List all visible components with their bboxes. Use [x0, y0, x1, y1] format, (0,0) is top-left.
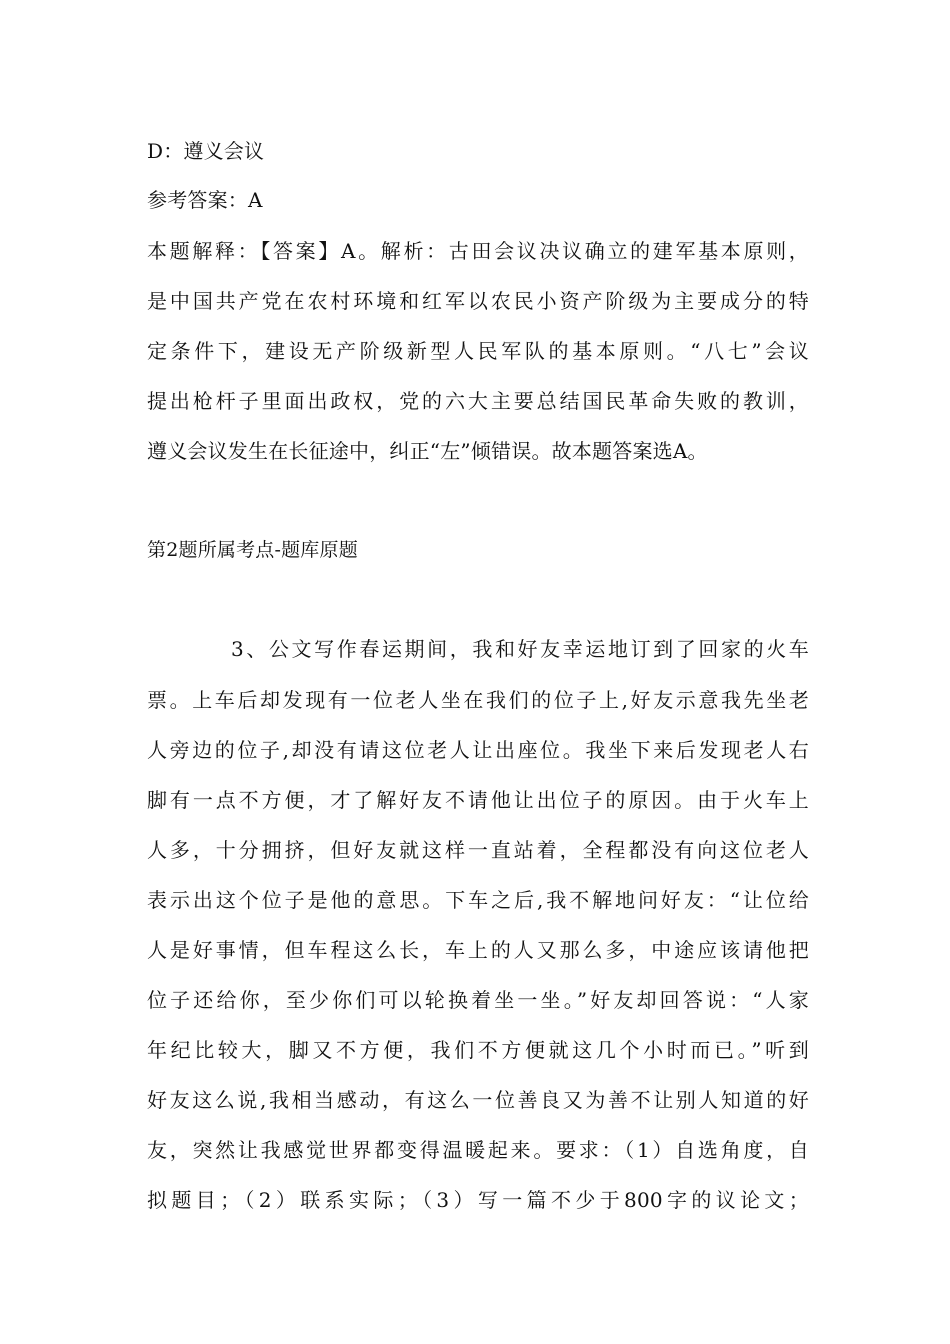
explanation-line: 是中国共产党在农村环境和红军以农民小资产阶级为主要成分的特 [147, 289, 809, 313]
question-line: 位子还给你，至少你们可以轮换着坐一坐。”好友却回答说：“人家 [147, 988, 809, 1012]
explanation-line: 定条件下，建设无产阶级新型人民军队的基本原则。“八七”会议 [147, 339, 809, 363]
question-line: 人是好事情，但车程这么长，车上的人又那么多，中途应该请他把 [147, 938, 809, 962]
section-heading: 第2题所属考点-题库原题 [147, 539, 358, 561]
question-line: 拟题目；（2）联系实际；（3）写一篇不少于800字的议论文； [147, 1188, 809, 1212]
explanation-line: 遵义会议发生在长征途中，纠正“左”倾错误。故本题答案选A。 [147, 439, 708, 463]
question-line: 人旁边的位子,却没有请这位老人让出座位。我坐下来后发现老人右 [147, 738, 809, 762]
question-line: 脚有一点不方便，才了解好友不请他让出位子的原因。由于火车上 [147, 788, 809, 812]
question-line: 票。上车后却发现有一位老人坐在我们的位子上,好友示意我先坐老 [147, 688, 809, 712]
option-d: D：遵义会议 [147, 139, 265, 163]
question-line: 表示出这个位子是他的意思。下车之后,我不解地问好友：“让位给 [147, 888, 809, 912]
reference-answer: 参考答案：A [147, 188, 263, 212]
question-line: 友，突然让我感觉世界都变得温暖起来。要求：（1）自选角度，自 [147, 1138, 809, 1162]
question-line: 3、公文写作春运期间，我和好友幸运地订到了回家的火车 [231, 637, 809, 661]
question-line: 人多，十分拥挤，但好友就这样一直站着，全程都没有向这位老人 [147, 838, 809, 862]
explanation-line: 本题解释：【答案】A。解析：古田会议决议确立的建军基本原则， [147, 239, 809, 263]
explanation-line: 提出枪杆子里面出政权，党的六大主要总结国民革命失败的教训， [147, 389, 809, 413]
question-line: 年纪比较大，脚又不方便，我们不方便就这几个小时而已。”听到 [147, 1038, 809, 1062]
question-line: 好友这么说,我相当感动，有这么一位善良又为善不让别人知道的好 [147, 1088, 809, 1112]
